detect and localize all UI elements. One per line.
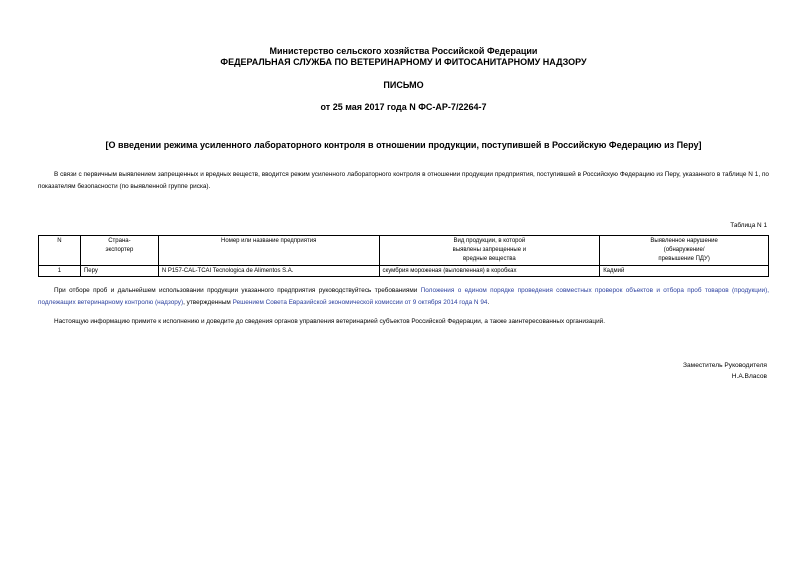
doc-date-number: от 25 мая 2017 года N ФС-АР-7/2264-7 [320, 102, 487, 112]
col-header-product-line1: Вид продукции, в которой [453, 238, 526, 244]
instruction-paragraph [38, 316, 769, 328]
regulation-link[interactable]: Положения о едином порядке проведения совместных проверок объектов и отбора проб товаров (продукции), подлежащих ветеринарному контролю (надзору) [38, 287, 769, 306]
col-header-product [379, 236, 600, 266]
signature-position: Заместитель Руководителя [683, 362, 767, 369]
col-header-violation-line2: (обнаружение/ [663, 247, 705, 253]
violations-table [38, 235, 769, 277]
table-header-row [39, 236, 769, 266]
requirements-text-after: . [487, 299, 490, 306]
intro-paragraph [38, 169, 769, 193]
col-header-product-line2: выявлены запрещенные и [452, 247, 527, 253]
requirements-text-before: При отборе проб и дальнейшем использовании продукции указанного предприятия руководствуйтесь требованиями [54, 287, 421, 294]
table-row [39, 266, 769, 277]
col-header-country-line1: Страна- [108, 238, 131, 244]
col-header-country [80, 236, 158, 266]
signature-name: Н.А.Власов [731, 373, 767, 380]
col-header-enterprise: Номер или название предприятия [158, 236, 379, 266]
instruction-text: Настоящую информацию примите к исполнению и доведите до сведения органов управления ветеринарией субъектов Российской Федерации, а также заинтересованных организаций. [54, 318, 605, 325]
header-ministry: Министерство сельского хозяйства Российской Федерации [269, 46, 538, 56]
col-header-violation-line1: Выявленное нарушение [650, 238, 718, 244]
requirements-paragraph [38, 285, 769, 309]
col-header-product-line3: вредные вещества [462, 256, 516, 262]
doc-type: ПИСЬМО [383, 80, 424, 90]
col-header-n: N [39, 236, 81, 266]
cell-n: 1 [39, 266, 81, 277]
intro-text: В связи с первичным выявлением запрещенных и вредных веществ, вводится режим усиленного лабораторного контроля в отношении продукции предприятия, поступившей в Российскую Федерацию из Перу, указанного в таблице N 1, по показателям безопасности (по выявленной группе риска). [38, 171, 769, 190]
cell-country: Перу [80, 266, 158, 277]
col-header-violation [600, 236, 769, 266]
cell-product: скумбрия мороженая (выловленная) в коробках [379, 266, 600, 277]
cell-violation: Кадмий [600, 266, 769, 277]
col-header-country-line2: экспортер [105, 247, 134, 253]
table-caption: Таблица N 1 [730, 222, 767, 229]
header-service: ФЕДЕРАЛЬНАЯ СЛУЖБА ПО ВЕТЕРИНАРНОМУ И ФИТОСАНИТАРНОМУ НАДЗОРУ [220, 57, 587, 67]
cell-enterprise: N P157-CAL-TCAI Tecnologica de Alimentos S.A. [158, 266, 379, 277]
doc-title: [О введении режима усиленного лабораторного контроля в отношении продукции, поступившей в Российскую Федерацию из Перу] [105, 140, 702, 150]
signature-block [683, 360, 767, 382]
requirements-text-middle: , утвержденным [183, 299, 233, 306]
col-header-violation-line3: превышение ПДУ) [658, 256, 710, 262]
decision-link[interactable]: Решением Совета Евразийской экономической комиссии от 9 октября 2014 года N 94 [232, 299, 488, 306]
